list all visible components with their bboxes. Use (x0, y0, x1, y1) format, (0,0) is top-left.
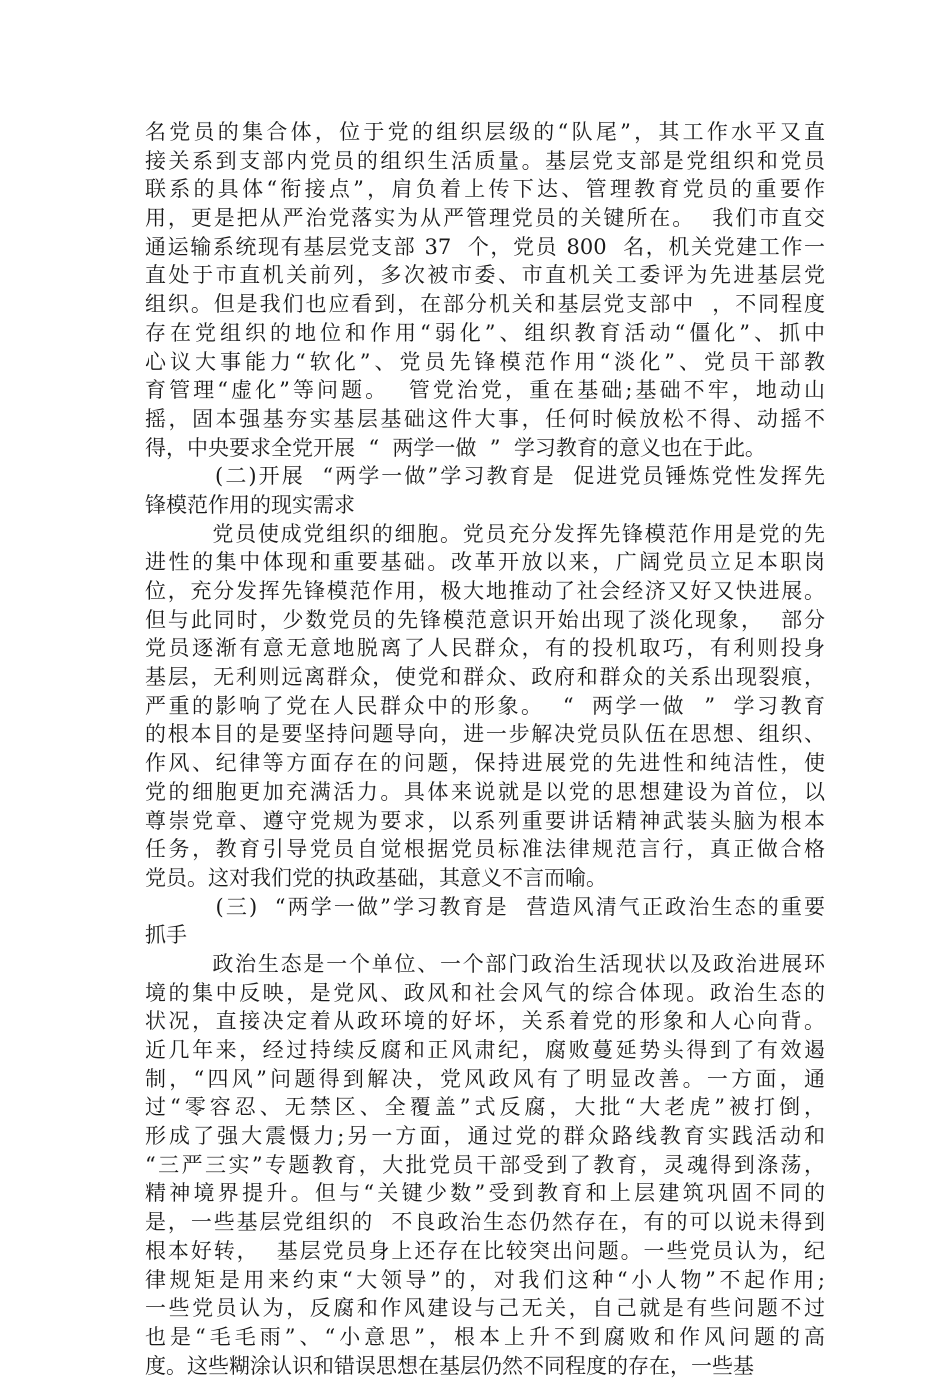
text-line: 育管理“虚化”等问题。 管党治党，重在基础;基础不牢，地动山 (145, 378, 825, 403)
text-line: 精神境界提升。但与“关键少数”受到教育和上层建筑巩固不同的 (145, 1181, 825, 1206)
section-heading (145, 462, 825, 519)
text-line: 任务，教育引导党员自觉根据党员标准法律规范言行，真正做合格 (145, 837, 825, 862)
text-line: 名党员的集合体，位于党的组织层级的“队尾”，其工作水平又直 (145, 120, 825, 144)
paragraph (145, 950, 825, 1380)
text-line: 锋模范作用的现实需求 (145, 492, 355, 517)
text-line: (二)开展 “两学一做”学习教育是 促进党员锤炼党性发挥先 (145, 464, 825, 489)
text-line: “三严三实”专题教育，大批党员干部受到了教育，灵魂得到涤荡， (145, 1152, 825, 1177)
text-line: 抓手 (145, 923, 187, 948)
text-line: 作风、纪律等方面存在的问题，保持进展党的先进性和纯洁性，使 (145, 751, 825, 776)
text-line: 律规矩是用来约束“大领导”的，对我们这种“小人物”不起作用; (145, 1267, 825, 1292)
text-line: 得，中央要求全党开展 “ 两学一做 ” 学习教育的意义也在于此。 (145, 435, 766, 460)
text-line: 联系的具体“衔接点”，肩负着上传下达、管理教育党员的重要作 (145, 177, 825, 202)
text-line: 通运输系统现有基层党支部 37 个，党员 800 名，机关党建工作一 (145, 234, 825, 259)
text-line: 形成了强大震慑力;另一方面，通过党的群众路线教育实践活动和 (145, 1124, 825, 1149)
text-line: 直处于市直机关前列，多次被市委、市直机关工委评为先进基层党 (145, 263, 825, 288)
text-line: 度。这些糊涂认识和错误思想在基层仍然不同程度的存在，一些基 (145, 1353, 754, 1378)
text-line: 接关系到支部内党员的组织生活质量。基层党支部是党组织和党员 (145, 148, 825, 173)
text-line: 摇，固本强基夯实基层基础这件大事，任何时候放松不得、动摇不 (145, 406, 825, 431)
text-line: 进性的集中体现和重要基础。改革开放以来，广阔党员立足本职岗 (145, 550, 825, 575)
text-line: 党的细胞更加充满活力。具体来说就是以党的思想建设为首位，以 (145, 779, 825, 804)
text-line: 基层，无利则远离群众，使党和群众、政府和群众的关系出现裂痕， (145, 665, 825, 690)
text-line: 是，一些基层党组织的 不良政治生态仍然存在，有的可以说未得到 (145, 1210, 825, 1235)
text-line: 状况，直接决定着从政环境的好坏，关系着党的形象和人心向背。 (145, 1009, 825, 1034)
text-line: 的根本目的是要坚持问题导向，进一步解决党员队伍在思想、组织、 (145, 722, 825, 747)
text-line: 组织。但是我们也应看到，在部分机关和基层党支部中 ，不同程度 (145, 292, 825, 317)
text-line: 党员逐渐有意无意地脱离了人民群众，有的投机取巧，有利则投身 (145, 636, 825, 661)
text-line: 位，充分发挥先锋模范作用，极大地推动了社会经济又好又快进展。 (145, 579, 825, 603)
text-line: 存在党组织的地位和作用“弱化”、组织教育活动“僵化”、抓中 (145, 320, 825, 345)
document-body (145, 118, 825, 1380)
text-line: 但与此同时，少数党员的先锋模范意识开始出现了淡化现象， 部分 (145, 607, 825, 632)
text-line: 近几年来，经过持续反腐和正风肃纪，腐败蔓延势头得到了有效遏 (145, 1038, 825, 1062)
text-line: 党员使成党组织的细胞。党员充分发挥先锋模范作用是党的先 (145, 521, 825, 546)
text-line: 心议大事能力“软化”、党员先锋模范作用“淡化”、党员干部教 (145, 349, 825, 374)
text-line: 也是“毛毛雨”、“小意思”，根本上升不到腐败和作风问题的高 (145, 1324, 825, 1349)
section-heading (145, 893, 825, 950)
text-line: 一些党员认为，反腐和作风建设与己无关，自己就是有些问题不过 (145, 1296, 825, 1321)
text-line: 过“零容忍、无禁区、全覆盖”式反腐，大批“大老虎”被打倒， (145, 1095, 825, 1120)
text-line: 政治生态是一个单位、一个部门政治生活现状以及政治进展环 (145, 951, 825, 976)
text-line: (三) “两学一做”学习教育是 营造风清气正政治生态的重要 (145, 894, 825, 919)
text-line: 用，更是把从严治党落实为从严管理党员的关键所在。 我们市直交 (145, 206, 825, 231)
text-line: 党员。这对我们党的执政基础，其意义不言而喻。 (145, 865, 607, 890)
paragraph (145, 118, 825, 462)
text-line: 根本好转， 基层党员身上还存在比较突出问题。一些党员认为，纪 (145, 1238, 825, 1263)
text-line: 严重的影响了党在人民群众中的形象。 “ 两学一做 ” 学习教育 (145, 693, 825, 718)
text-line: 制，“四风”问题得到解决，党风政风有了明显改善。一方面，通 (145, 1066, 825, 1091)
text-line: 境的集中反映，是党风、政风和社会风气的综合体现。政治生态的 (145, 980, 825, 1005)
text-line: 尊崇党章、遵守党规为要求，以系列重要讲话精神武装头脑为根本 (145, 808, 825, 833)
paragraph (145, 520, 825, 893)
